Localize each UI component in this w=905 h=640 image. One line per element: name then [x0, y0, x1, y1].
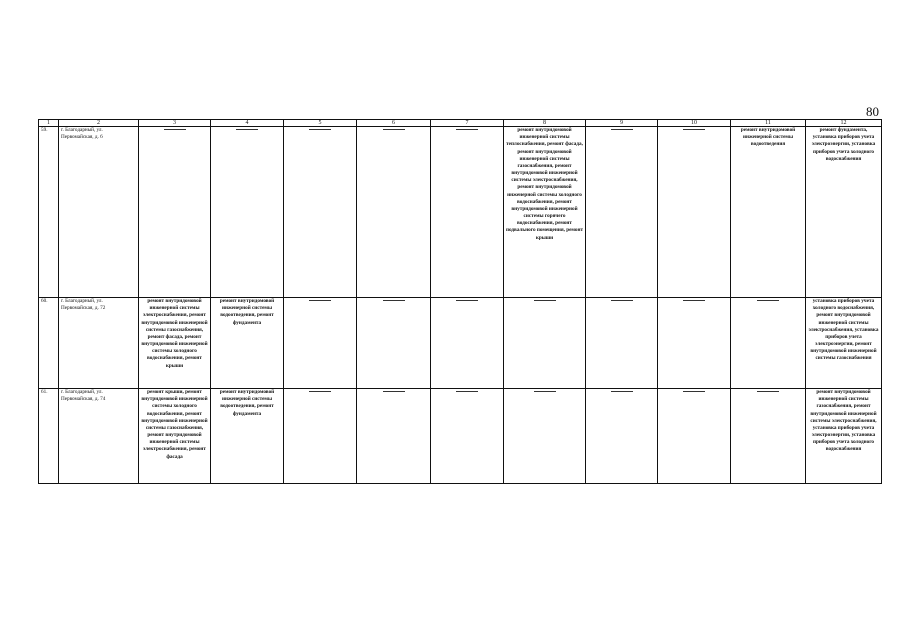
dash-mark	[383, 129, 405, 130]
dash-mark	[757, 300, 779, 301]
dash-mark	[383, 300, 405, 301]
repair-plan-table	[38, 119, 882, 484]
dash-cell	[586, 298, 658, 389]
page-number: 80	[866, 104, 879, 119]
dash-mark	[683, 391, 705, 392]
dash-cell	[284, 127, 357, 298]
row-address: г. Благодарный, ул. Первомайская, д. 72	[59, 298, 139, 389]
column-header: 2	[59, 120, 139, 127]
dash-mark	[611, 300, 633, 301]
row-number: 61.	[39, 389, 59, 484]
dash-mark	[611, 129, 633, 130]
dash-cell	[586, 127, 658, 298]
dash-mark	[456, 129, 478, 130]
column-header: 3	[139, 120, 211, 127]
dash-mark	[534, 391, 556, 392]
work-cell: ремонт крыши, ремонт внутридомовой инженерной системы холодного водоснабжения, ремонт внутридомовой инженерной системы газоснабжения, ремонт внутридомовой инженерной системы электроснабжения, ремонт фасада	[139, 389, 211, 484]
work-cell: ремонт внутридомовой инженерной системы водоотведения, ремонт фундамента	[211, 298, 284, 389]
row-number: 59.	[39, 127, 59, 298]
column-header: 6	[357, 120, 431, 127]
dash-mark	[383, 391, 405, 392]
dash-cell	[284, 389, 357, 484]
dash-cell	[658, 127, 731, 298]
dash-mark	[456, 391, 478, 392]
dash-cell	[357, 389, 431, 484]
work-cell: ремонт внутридомовой инженерной системы электроснабжения, ремонт внутридомовой инженерной системы газоснабжения, ремонт фасада, ремонт внутридомовой инженерной системы холодного водоснабжения, ремонт крыши	[139, 298, 211, 389]
dash-mark	[309, 300, 331, 301]
dash-cell	[431, 389, 504, 484]
dash-mark	[309, 391, 331, 392]
dash-mark	[456, 300, 478, 301]
dash-mark	[683, 300, 705, 301]
dash-cell	[139, 127, 211, 298]
work-cell: ремонт внутридомовой инженерной системы газоснабжения, ремонт внутридомовой инженерной системы электроснабжения, установка приборов учета электроэнергии, установка приборов учета холодного водоснабжения	[806, 389, 882, 484]
work-cell: установка приборов учета холодного водоснабжения, ремонт внутридомовой инженерной системы электроснабжения, установка приборов учета электроэнергии, ремонт внутридомовой инженерной системы газоснабжения	[806, 298, 882, 389]
dash-mark	[236, 129, 258, 130]
dash-cell	[504, 298, 586, 389]
dash-cell	[431, 298, 504, 389]
table-row	[39, 127, 882, 298]
work-cell: ремонт фундамента, установка приборов учета электроэнергии, установка приборов учета холодного водоснабжения	[806, 127, 882, 298]
column-header: 11	[731, 120, 806, 127]
column-header: 10	[658, 120, 731, 127]
column-header: 8	[504, 120, 586, 127]
work-cell: ремонт внутридомовой инженерной системы водоотведения	[731, 127, 806, 298]
column-header: 4	[211, 120, 284, 127]
column-header: 12	[806, 120, 882, 127]
dash-cell	[284, 298, 357, 389]
dash-mark	[164, 129, 186, 130]
dash-mark	[757, 391, 779, 392]
row-address: г. Благодарный, ул. Первомайская, д. 74	[59, 389, 139, 484]
dash-cell	[504, 389, 586, 484]
dash-cell	[586, 389, 658, 484]
dash-cell	[357, 298, 431, 389]
work-cell: ремонт внутридомовой инженерной системы теплоснабжения, ремонт фасада, ремонт внутридомовой инженерной системы газоснабжения, ремонт внутридомовой инженерной системы электроснабжения, ремонт внутридомовой инженерной системы холодного водоснабжения, ремонт внутридомовой инженерной системы горячего водоснабжения, ремонт подвального помещения, ремонт крыши	[504, 127, 586, 298]
table-row	[39, 298, 882, 389]
dash-mark	[309, 129, 331, 130]
dash-cell	[658, 389, 731, 484]
column-header: 9	[586, 120, 658, 127]
dash-cell	[431, 127, 504, 298]
header-row	[39, 120, 882, 127]
work-cell: ремонт внутридомовой инженерной системы водоотведения, ремонт фундамента	[211, 389, 284, 484]
table-row	[39, 389, 882, 484]
dash-mark	[683, 129, 705, 130]
dash-cell	[357, 127, 431, 298]
dash-cell	[731, 389, 806, 484]
dash-mark	[534, 300, 556, 301]
row-address: г. Благодарный, ул. Первомайская, д. 6	[59, 127, 139, 298]
dash-cell	[731, 298, 806, 389]
dash-mark	[611, 391, 633, 392]
column-header: 1	[39, 120, 59, 127]
column-header: 7	[431, 120, 504, 127]
column-header: 5	[284, 120, 357, 127]
row-number: 60.	[39, 298, 59, 389]
dash-cell	[658, 298, 731, 389]
dash-cell	[211, 127, 284, 298]
